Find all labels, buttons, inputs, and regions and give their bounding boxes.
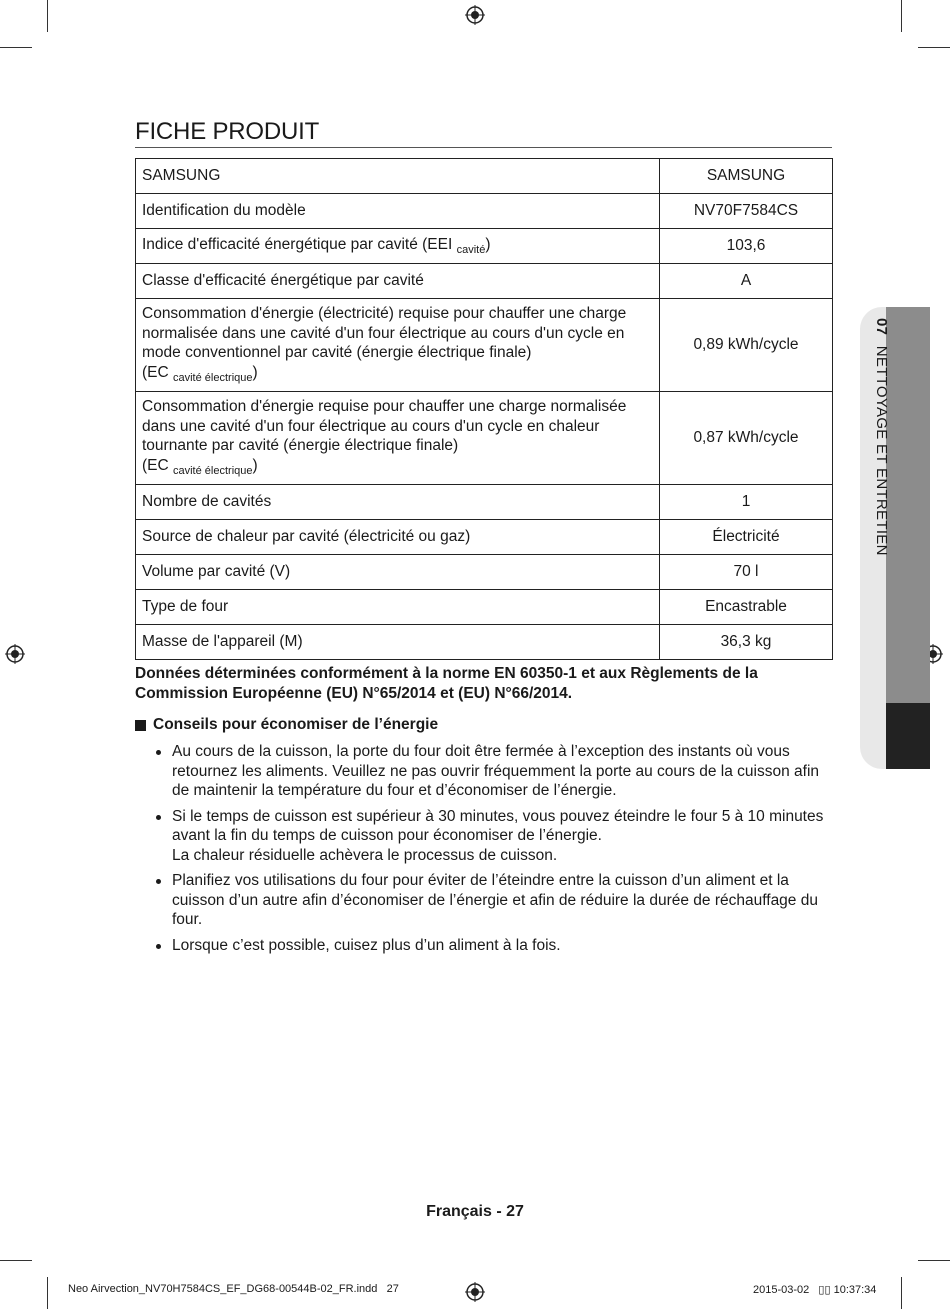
side-tab-title: NETTOYAGE ET ENTRETIEN <box>873 345 890 556</box>
label-subscript: cavité <box>456 244 486 257</box>
crop-mark <box>0 1260 32 1261</box>
row-value: NV70F7584CS <box>660 194 833 229</box>
bullet-icon <box>156 815 161 820</box>
side-tab-label <box>873 318 890 556</box>
row-label: Identification du modèle <box>136 194 660 229</box>
square-bullet-icon <box>135 720 146 731</box>
side-tab-marker <box>886 703 930 769</box>
label-abbrev: (EC <box>142 456 173 474</box>
crop-mark <box>901 0 902 32</box>
row-value: Électricité <box>660 520 833 555</box>
registration-mark-icon <box>5 644 25 664</box>
row-label: Type de four <box>136 590 660 625</box>
label-subscript: cavité électrique <box>173 371 253 384</box>
crop-mark <box>47 0 48 32</box>
tip-text: Si le temps de cuisson est supérieur à 30 minutes, vous pouvez éteindre le four 5 à 10 minutes avant la fin du temps de cuisson pour économiser de l’énergie. <box>172 807 824 844</box>
table-row <box>136 520 833 555</box>
list-item <box>154 742 834 801</box>
registration-mark-icon <box>465 1282 485 1302</box>
label-abbrev: (EC <box>142 363 173 381</box>
table-row <box>136 299 833 392</box>
tips-list <box>154 742 834 961</box>
table-row <box>136 485 833 520</box>
table-row <box>136 194 833 229</box>
print-slug-file: Neo Airvection_NV70H7584CS_EF_DG68-00544B-02_FR.indd 27 <box>68 1283 399 1295</box>
label-text: Consommation d'énergie requise pour chauffer une charge normalisée dans une cavité d'un four électrique au cours d'un cycle en chaleur tournante par cavité (énergie électrique finale) <box>142 398 627 454</box>
crop-mark <box>47 1277 48 1309</box>
label-text: Consommation d'énergie (électricité) requise pour chauffer une charge normalisée dans une cavité d'un four électrique au cours d'un cycle en mode conventionnel par cavité (énergie électrique finale) <box>142 305 627 361</box>
tip-text: Au cours de la cuisson, la porte du four doit être fermée à l’exception des instants où vous retournez les aliments. Veuillez ne pas ouvrir fréquemment la porte au cours de la cuisson afin de maintenir la température du four et d’économiser de l’énergie. <box>172 743 820 799</box>
row-value: 70 l <box>660 555 833 590</box>
crop-mark <box>918 47 950 48</box>
row-value: 0,87 kWh/cycle <box>660 392 833 485</box>
label-tail: ) <box>252 456 258 474</box>
list-item <box>154 807 834 866</box>
tip-text: Planifiez vos utilisations du four pour éviter de l’éteindre entre la cuisson d’un aliment et la cuisson d’un autre afin d’économiser de l’énergie et afin de réduire la durée de réchauffage du four. <box>172 872 818 928</box>
row-label: Source de chaleur par cavité (électricité ou gaz) <box>136 520 660 555</box>
page-number: Français - 27 <box>426 1203 524 1220</box>
crop-mark <box>0 47 32 48</box>
tip-text: Lorsque c’est possible, cuisez plus d’un aliment à la fois. <box>172 936 561 954</box>
row-value: SAMSUNG <box>660 159 833 194</box>
table-row <box>136 159 833 194</box>
label-tail: ) <box>485 236 491 254</box>
table-row <box>136 590 833 625</box>
crop-mark <box>901 1277 902 1309</box>
print-slug-date: 2015-03-02 ▯▯ 10:37:34 <box>753 1284 877 1296</box>
side-tab-bar <box>886 307 930 703</box>
list-item <box>154 936 834 956</box>
row-label <box>136 392 660 485</box>
regulation-note: Données déterminées conformément à la norme EN 60350-1 et aux Règlements de la Commission Européenne (EU) N°65/2014 et (EU) N°66/2014. <box>135 665 758 702</box>
list-item <box>154 871 834 930</box>
table-row <box>136 392 833 485</box>
bullet-icon <box>156 879 161 884</box>
registration-mark-icon <box>465 5 485 25</box>
row-label <box>136 229 660 264</box>
product-spec-table <box>135 158 833 660</box>
page-title: FICHE PRODUIT <box>135 118 832 148</box>
tip-text-extra: La chaleur résiduelle achèvera le processus de cuisson. <box>172 846 558 864</box>
tips-heading-text: Conseils pour économiser de l’énergie <box>153 716 439 733</box>
row-label: SAMSUNG <box>136 159 660 194</box>
side-tab-number: 07 <box>873 318 890 336</box>
table-row <box>136 264 833 299</box>
row-value: 103,6 <box>660 229 833 264</box>
row-label: Volume par cavité (V) <box>136 555 660 590</box>
row-value: Encastrable <box>660 590 833 625</box>
table-row <box>136 555 833 590</box>
table-row <box>136 625 833 660</box>
label-text: Indice d'efficacité énergétique par cavité (EEI <box>142 236 457 254</box>
row-label: Masse de l'appareil (M) <box>136 625 660 660</box>
row-label <box>136 299 660 392</box>
row-label: Nombre de cavités <box>136 485 660 520</box>
row-value: 1 <box>660 485 833 520</box>
label-tail: ) <box>252 363 258 381</box>
bullet-icon <box>156 944 161 949</box>
label-subscript: cavité électrique <box>173 464 253 477</box>
bullet-icon <box>156 750 161 755</box>
row-value: 36,3 kg <box>660 625 833 660</box>
table-row <box>136 229 833 264</box>
tips-heading <box>135 716 438 734</box>
row-value: A <box>660 264 833 299</box>
crop-mark <box>918 1260 950 1261</box>
row-value: 0,89 kWh/cycle <box>660 299 833 392</box>
row-label: Classe d'efficacité énergétique par cavité <box>136 264 660 299</box>
